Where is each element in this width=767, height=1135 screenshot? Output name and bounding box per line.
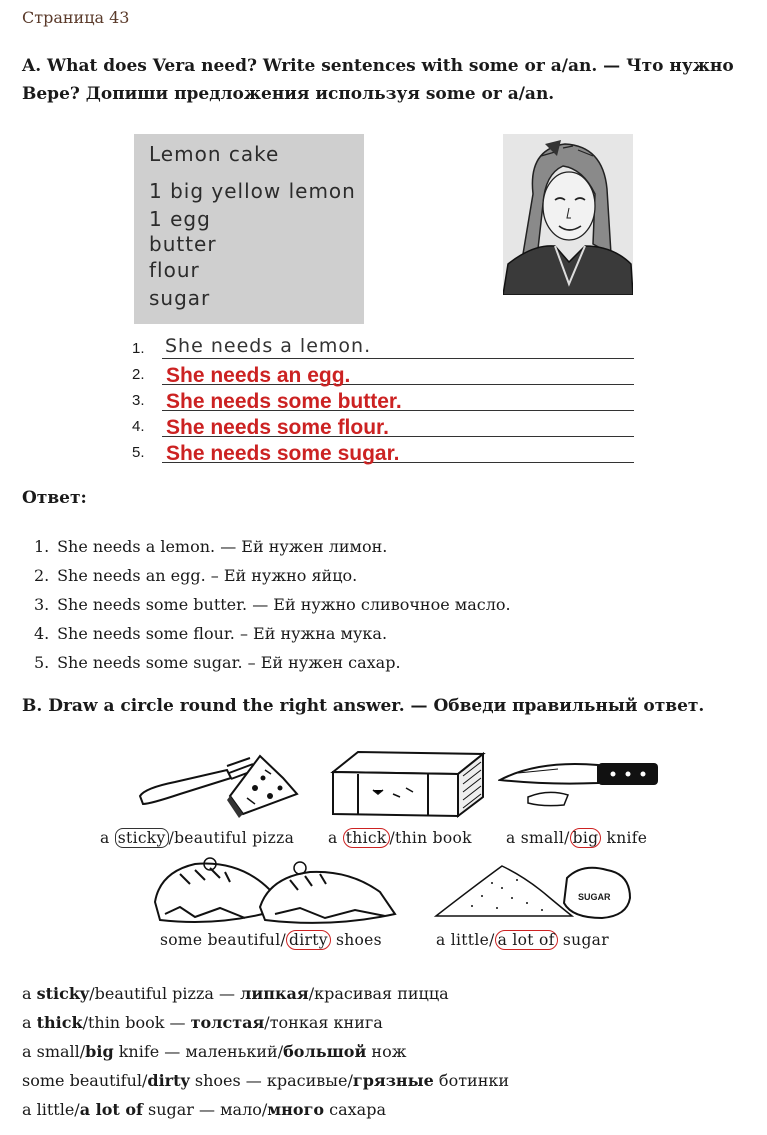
exercise-answer-text: She needs an egg.	[166, 364, 351, 387]
circled-option[interactable]: sticky	[115, 828, 169, 848]
exercise-number: 2.	[132, 366, 145, 383]
sugar-bag-label: SUGAR	[578, 892, 611, 902]
sugar-illustration	[432, 858, 637, 924]
exercise-row-3	[132, 385, 634, 411]
answer-item: 1. She needs a lemon. — Ей нужен лимон.	[34, 537, 388, 556]
circled-option[interactable]: dirty	[286, 930, 331, 950]
recipe-item: 1 big yellow lemon	[149, 179, 356, 203]
caption-pizza: a sticky /beautiful pizza	[100, 829, 295, 847]
caption-shoes: some beautiful/ dirty shoes	[160, 931, 382, 949]
answer-item: 2. She needs an egg. – Ей нужно яйцо.	[34, 566, 358, 585]
recipe-card	[134, 134, 364, 324]
recipe-title: Lemon cake	[149, 142, 280, 166]
recipe-item: butter	[149, 232, 217, 256]
recipe-item: flour	[149, 258, 200, 282]
exercise-number: 3.	[132, 392, 145, 409]
answer-label: Ответ:	[22, 488, 87, 508]
answer-list	[34, 535, 511, 680]
exercise-answer-text: She needs some butter.	[166, 390, 402, 413]
caption-knife: a small/ big knife	[506, 829, 648, 847]
vera-portrait	[503, 134, 633, 295]
pizza-fork-illustration	[135, 748, 310, 824]
circled-option[interactable]: a lot of	[495, 930, 558, 950]
exercise-row-2	[132, 359, 634, 385]
exercise-row-1	[132, 333, 634, 359]
answer-line-b: a small/big knife — маленький/большой нож	[22, 1042, 407, 1061]
answer-line-b: some beautiful/dirty shoes — красивые/грязные ботинки	[22, 1071, 510, 1090]
answer-line-b: a sticky/beautiful pizza — липкая/красивая пицца	[22, 984, 449, 1003]
recipe-item: 1 egg	[149, 207, 211, 231]
exercise-number: 1.	[132, 340, 145, 357]
exercise-number: 5.	[132, 444, 145, 461]
exercise-row-4	[132, 411, 634, 437]
caption-sugar: a little/ a lot of sugar	[436, 931, 609, 949]
caption-book: a thick /thin book	[328, 829, 472, 847]
shoes-illustration	[150, 852, 405, 934]
circled-option[interactable]: thick	[343, 828, 390, 848]
exercise-answer-text: She needs some flour.	[166, 416, 389, 439]
circled-option[interactable]: big	[570, 828, 602, 848]
section-b-heading: B. Draw a circle round the right answer. — Обведи правильный ответ.	[22, 696, 705, 716]
answer-line-b: a little/a lot of sugar — мало/много сахара	[22, 1100, 386, 1119]
knife-illustration	[498, 755, 660, 814]
recipe-item: sugar	[149, 286, 211, 310]
section-a-heading: A. What does Vera need? Write sentences with some or a/an. — Что нужно Вере? Допиши предложения используя some or a/an.	[22, 56, 734, 104]
answer-item: 3. She needs some butter. — Ей нужно сливочное масло.	[34, 595, 511, 614]
answer-item: 4. She needs some flour. – Ей нужна мука.	[34, 624, 388, 643]
exercise-example-text: She needs a lemon.	[165, 335, 372, 357]
exercise-answer-text: She needs some sugar.	[166, 442, 400, 465]
page-number: Страница 43	[22, 8, 130, 27]
exercise-number: 4.	[132, 418, 145, 435]
answer-item: 5. She needs some sugar. – Ей нужен сахар.	[34, 653, 401, 672]
section-b-answers	[22, 982, 509, 1127]
exercise-row-5	[132, 437, 634, 463]
book-illustration	[318, 742, 496, 826]
answer-line-b: a thick/thin book — толстая/тонкая книга	[22, 1013, 383, 1032]
